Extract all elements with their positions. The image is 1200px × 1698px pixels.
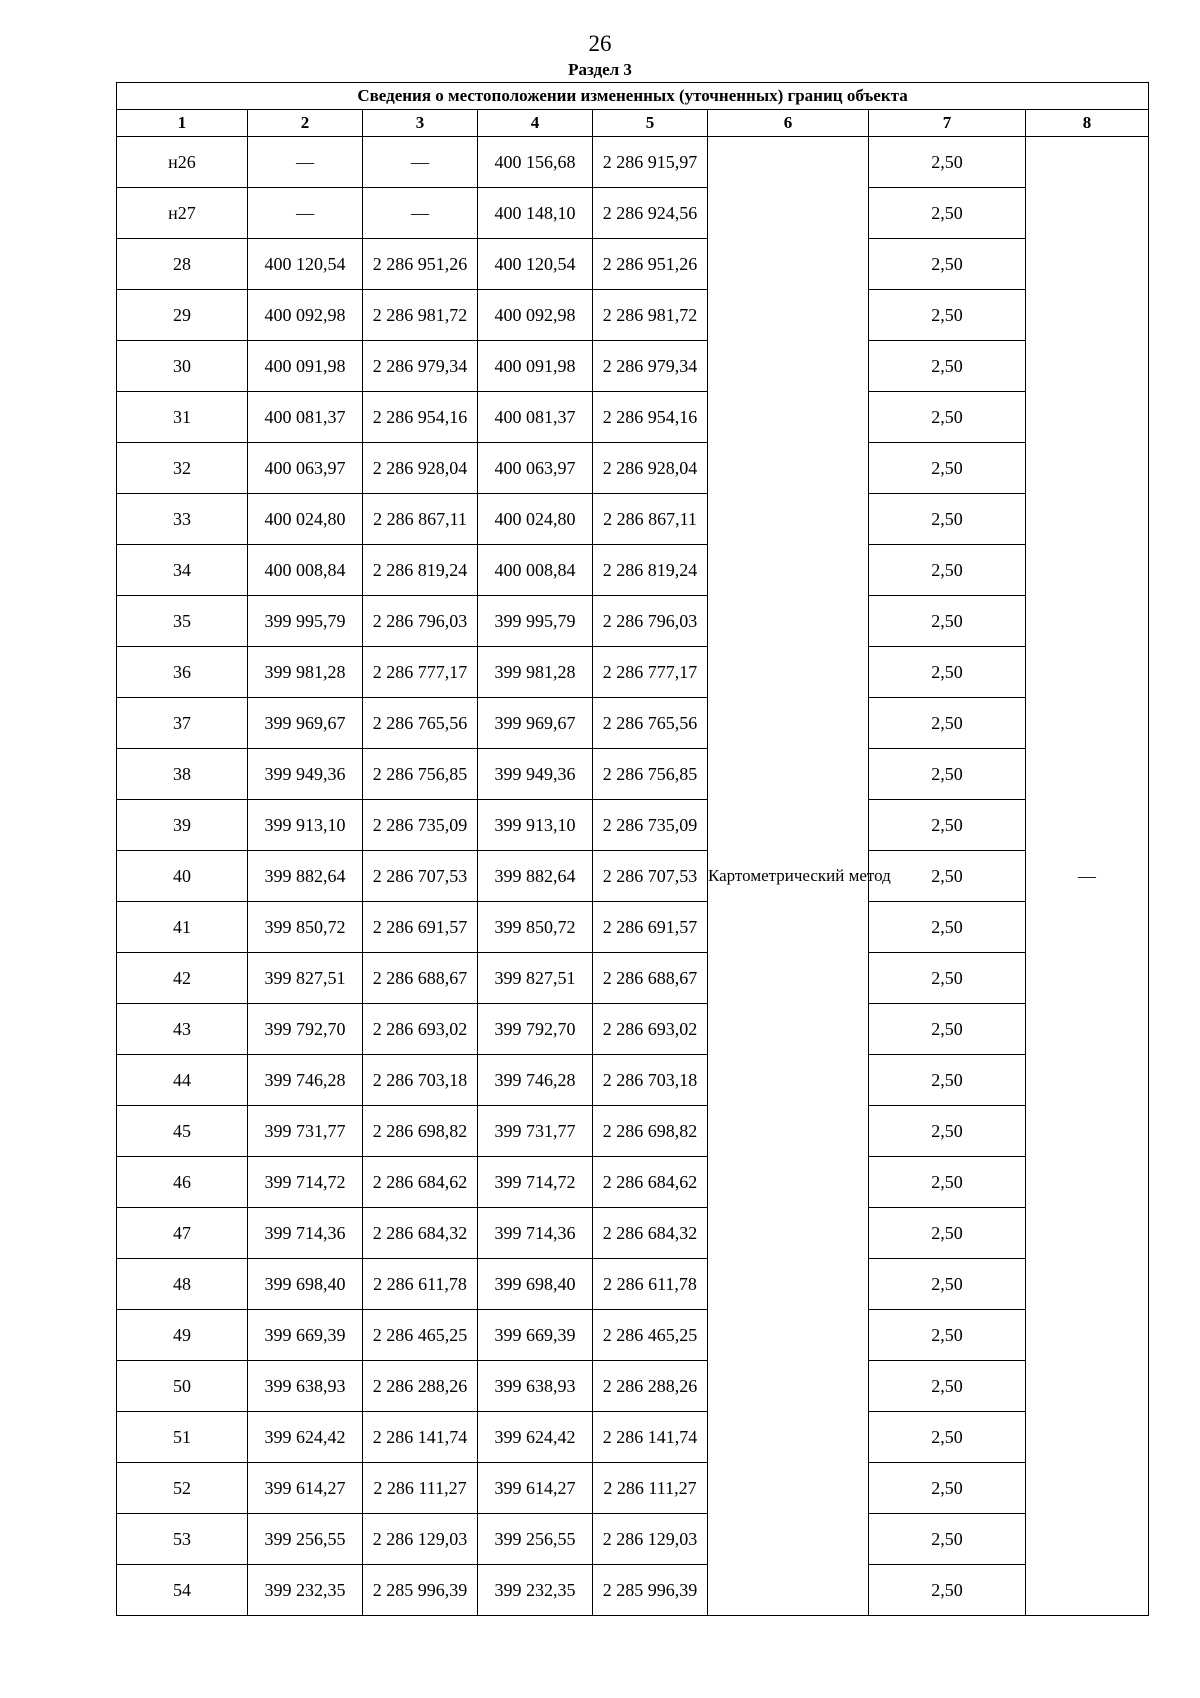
point-number-cell: 41: [117, 902, 248, 953]
x-old-cell: 400 092,98: [248, 290, 363, 341]
accuracy-cell: 2,50: [869, 1310, 1026, 1361]
y-new-cell: 2 286 703,18: [593, 1055, 708, 1106]
accuracy-cell: 2,50: [869, 545, 1026, 596]
accuracy-cell: 2,50: [869, 1463, 1026, 1514]
y-new-cell: 2 286 111,27: [593, 1463, 708, 1514]
point-number-cell: 38: [117, 749, 248, 800]
accuracy-cell: 2,50: [869, 1514, 1026, 1565]
y-old-cell: 2 286 765,56: [363, 698, 478, 749]
table-row: [117, 1412, 1149, 1463]
x-old-cell: 399 746,28: [248, 1055, 363, 1106]
point-number-cell: 51: [117, 1412, 248, 1463]
y-old-cell: 2 285 996,39: [363, 1565, 478, 1616]
x-old-cell: 399 624,42: [248, 1412, 363, 1463]
x-old-cell: 399 669,39: [248, 1310, 363, 1361]
accuracy-cell: 2,50: [869, 953, 1026, 1004]
x-new-cell: 400 081,37: [478, 392, 593, 443]
x-new-cell: 399 624,42: [478, 1412, 593, 1463]
y-new-cell: 2 286 915,97: [593, 137, 708, 188]
x-old-cell: 399 981,28: [248, 647, 363, 698]
x-old-cell: —: [248, 137, 363, 188]
x-new-cell: 399 995,79: [478, 596, 593, 647]
table-row: [117, 1565, 1149, 1616]
table-row: [117, 647, 1149, 698]
table-row: [117, 698, 1149, 749]
y-old-cell: 2 286 981,72: [363, 290, 478, 341]
y-new-cell: 2 286 954,16: [593, 392, 708, 443]
y-old-cell: 2 286 693,02: [363, 1004, 478, 1055]
table-row: [117, 1055, 1149, 1106]
accuracy-cell: 2,50: [869, 1412, 1026, 1463]
table-row: [117, 1004, 1149, 1055]
y-old-cell: 2 286 465,25: [363, 1310, 478, 1361]
point-number-cell: 33: [117, 494, 248, 545]
point-number-cell: 34: [117, 545, 248, 596]
column-header: 5: [593, 110, 708, 137]
table-row: [117, 749, 1149, 800]
y-new-cell: 2 286 765,56: [593, 698, 708, 749]
point-number-cell: н26: [117, 137, 248, 188]
table-row: [117, 392, 1149, 443]
accuracy-cell: 2,50: [869, 137, 1026, 188]
accuracy-cell: 2,50: [869, 1106, 1026, 1157]
y-new-cell: 2 286 928,04: [593, 443, 708, 494]
x-new-cell: 400 063,97: [478, 443, 593, 494]
table-row: [117, 188, 1149, 239]
table-body: [117, 137, 1149, 1616]
y-new-cell: 2 286 129,03: [593, 1514, 708, 1565]
column-header: 7: [869, 110, 1026, 137]
x-new-cell: 400 091,98: [478, 341, 593, 392]
y-old-cell: 2 286 684,62: [363, 1157, 478, 1208]
page-number: 26: [588, 31, 612, 56]
y-old-cell: 2 286 796,03: [363, 596, 478, 647]
point-number-cell: 35: [117, 596, 248, 647]
y-old-cell: 2 286 951,26: [363, 239, 478, 290]
x-new-cell: 399 714,72: [478, 1157, 593, 1208]
column-header: 8: [1026, 110, 1149, 137]
x-old-cell: 400 063,97: [248, 443, 363, 494]
table-row: [117, 1310, 1149, 1361]
accuracy-cell: 2,50: [869, 1055, 1026, 1106]
x-new-cell: 400 024,80: [478, 494, 593, 545]
table-row: [117, 545, 1149, 596]
x-old-cell: 399 850,72: [248, 902, 363, 953]
y-new-cell: 2 286 141,74: [593, 1412, 708, 1463]
y-new-cell: 2 286 684,32: [593, 1208, 708, 1259]
y-old-cell: 2 286 141,74: [363, 1412, 478, 1463]
point-number-cell: 31: [117, 392, 248, 443]
x-new-cell: 399 638,93: [478, 1361, 593, 1412]
accuracy-cell: 2,50: [869, 902, 1026, 953]
x-old-cell: 399 792,70: [248, 1004, 363, 1055]
table-title: Сведения о местоположении измененных (уточненных) границ объекта: [117, 83, 1149, 110]
y-old-cell: 2 286 111,27: [363, 1463, 478, 1514]
y-old-cell: 2 286 688,67: [363, 953, 478, 1004]
y-new-cell: 2 286 688,67: [593, 953, 708, 1004]
accuracy-cell: 2,50: [869, 596, 1026, 647]
y-old-cell: 2 286 129,03: [363, 1514, 478, 1565]
y-new-cell: 2 286 796,03: [593, 596, 708, 647]
accuracy-cell: 2,50: [869, 800, 1026, 851]
y-new-cell: 2 286 707,53: [593, 851, 708, 902]
x-new-cell: 400 092,98: [478, 290, 593, 341]
point-number-cell: 48: [117, 1259, 248, 1310]
point-number-cell: 42: [117, 953, 248, 1004]
y-old-cell: 2 286 684,32: [363, 1208, 478, 1259]
point-number-cell: 44: [117, 1055, 248, 1106]
y-old-cell: 2 286 703,18: [363, 1055, 478, 1106]
x-old-cell: 399 638,93: [248, 1361, 363, 1412]
x-new-cell: 399 949,36: [478, 749, 593, 800]
y-new-cell: 2 286 756,85: [593, 749, 708, 800]
x-old-cell: 400 024,80: [248, 494, 363, 545]
y-old-cell: —: [363, 188, 478, 239]
y-new-cell: 2 286 693,02: [593, 1004, 708, 1055]
accuracy-cell: 2,50: [869, 1004, 1026, 1055]
table-row: [117, 494, 1149, 545]
table-row: [117, 902, 1149, 953]
method-cell: Картометрический метод: [708, 137, 869, 1616]
x-old-cell: 400 008,84: [248, 545, 363, 596]
boundary-coordinates-table: [116, 82, 1149, 1616]
table-row: [117, 1106, 1149, 1157]
x-new-cell: 400 008,84: [478, 545, 593, 596]
table-row: [117, 239, 1149, 290]
y-old-cell: 2 286 867,11: [363, 494, 478, 545]
y-new-cell: 2 285 996,39: [593, 1565, 708, 1616]
x-old-cell: 399 882,64: [248, 851, 363, 902]
point-number-cell: 50: [117, 1361, 248, 1412]
table-row: [117, 137, 1149, 188]
accuracy-cell: 2,50: [869, 494, 1026, 545]
x-old-cell: 400 091,98: [248, 341, 363, 392]
x-new-cell: 399 746,28: [478, 1055, 593, 1106]
x-new-cell: 400 120,54: [478, 239, 593, 290]
point-number-cell: 36: [117, 647, 248, 698]
y-old-cell: —: [363, 137, 478, 188]
x-old-cell: 399 913,10: [248, 800, 363, 851]
accuracy-cell: 2,50: [869, 239, 1026, 290]
y-new-cell: 2 286 465,25: [593, 1310, 708, 1361]
y-old-cell: 2 286 777,17: [363, 647, 478, 698]
point-number-cell: 40: [117, 851, 248, 902]
x-new-cell: 399 913,10: [478, 800, 593, 851]
point-number-cell: 32: [117, 443, 248, 494]
point-number-cell: 30: [117, 341, 248, 392]
x-old-cell: 399 949,36: [248, 749, 363, 800]
accuracy-cell: 2,50: [869, 1259, 1026, 1310]
point-number-cell: 49: [117, 1310, 248, 1361]
x-old-cell: 399 995,79: [248, 596, 363, 647]
point-number-cell: 54: [117, 1565, 248, 1616]
y-new-cell: 2 286 777,17: [593, 647, 708, 698]
point-number-cell: н27: [117, 188, 248, 239]
column-header: 1: [117, 110, 248, 137]
x-old-cell: 399 731,77: [248, 1106, 363, 1157]
accuracy-cell: 2,50: [869, 647, 1026, 698]
point-number-cell: 29: [117, 290, 248, 341]
x-new-cell: 399 614,27: [478, 1463, 593, 1514]
y-new-cell: 2 286 924,56: [593, 188, 708, 239]
point-number-cell: 53: [117, 1514, 248, 1565]
accuracy-cell: 2,50: [869, 1157, 1026, 1208]
y-old-cell: 2 286 928,04: [363, 443, 478, 494]
y-new-cell: 2 286 867,11: [593, 494, 708, 545]
table-row: [117, 1157, 1149, 1208]
y-new-cell: 2 286 979,34: [593, 341, 708, 392]
x-new-cell: 400 156,68: [478, 137, 593, 188]
x-new-cell: 399 669,39: [478, 1310, 593, 1361]
accuracy-cell: 2,50: [869, 749, 1026, 800]
point-number-cell: 43: [117, 1004, 248, 1055]
notes-cell: —: [1026, 137, 1149, 1616]
x-old-cell: 399 714,72: [248, 1157, 363, 1208]
column-header: 6: [708, 110, 869, 137]
table-row: [117, 1463, 1149, 1514]
point-number-cell: 52: [117, 1463, 248, 1514]
table-row: [117, 851, 1149, 902]
x-new-cell: 399 969,67: [478, 698, 593, 749]
column-header: 3: [363, 110, 478, 137]
point-number-cell: 28: [117, 239, 248, 290]
x-new-cell: 399 256,55: [478, 1514, 593, 1565]
table-row: [117, 596, 1149, 647]
point-number-cell: 46: [117, 1157, 248, 1208]
y-old-cell: 2 286 819,24: [363, 545, 478, 596]
accuracy-cell: 2,50: [869, 443, 1026, 494]
table-row: [117, 1514, 1149, 1565]
x-new-cell: 399 792,70: [478, 1004, 593, 1055]
y-new-cell: 2 286 981,72: [593, 290, 708, 341]
y-old-cell: 2 286 691,57: [363, 902, 478, 953]
column-header: 2: [248, 110, 363, 137]
x-old-cell: 399 969,67: [248, 698, 363, 749]
x-old-cell: —: [248, 188, 363, 239]
y-old-cell: 2 286 698,82: [363, 1106, 478, 1157]
table-row: [117, 1259, 1149, 1310]
accuracy-cell: 2,50: [869, 290, 1026, 341]
accuracy-cell: 2,50: [869, 1208, 1026, 1259]
accuracy-cell: 2,50: [869, 851, 1026, 902]
x-new-cell: 399 882,64: [478, 851, 593, 902]
section-title: Раздел 3: [568, 60, 632, 79]
x-new-cell: 399 981,28: [478, 647, 593, 698]
column-header: 4: [478, 110, 593, 137]
x-new-cell: 399 827,51: [478, 953, 593, 1004]
x-new-cell: 399 714,36: [478, 1208, 593, 1259]
point-number-cell: 39: [117, 800, 248, 851]
x-new-cell: 399 731,77: [478, 1106, 593, 1157]
accuracy-cell: 2,50: [869, 1565, 1026, 1616]
accuracy-cell: 2,50: [869, 188, 1026, 239]
y-new-cell: 2 286 819,24: [593, 545, 708, 596]
y-old-cell: 2 286 756,85: [363, 749, 478, 800]
y-new-cell: 2 286 611,78: [593, 1259, 708, 1310]
x-old-cell: 399 714,36: [248, 1208, 363, 1259]
y-old-cell: 2 286 707,53: [363, 851, 478, 902]
x-old-cell: 400 081,37: [248, 392, 363, 443]
y-new-cell: 2 286 735,09: [593, 800, 708, 851]
x-old-cell: 399 698,40: [248, 1259, 363, 1310]
x-new-cell: 399 698,40: [478, 1259, 593, 1310]
table-row: [117, 953, 1149, 1004]
y-new-cell: 2 286 698,82: [593, 1106, 708, 1157]
x-new-cell: 400 148,10: [478, 188, 593, 239]
x-new-cell: 399 232,35: [478, 1565, 593, 1616]
y-new-cell: 2 286 288,26: [593, 1361, 708, 1412]
y-new-cell: 2 286 691,57: [593, 902, 708, 953]
point-number-cell: 37: [117, 698, 248, 749]
y-old-cell: 2 286 954,16: [363, 392, 478, 443]
table-row: [117, 290, 1149, 341]
y-old-cell: 2 286 735,09: [363, 800, 478, 851]
point-number-cell: 45: [117, 1106, 248, 1157]
accuracy-cell: 2,50: [869, 698, 1026, 749]
column-header-row: [117, 110, 1149, 137]
x-old-cell: 399 614,27: [248, 1463, 363, 1514]
y-old-cell: 2 286 611,78: [363, 1259, 478, 1310]
x-old-cell: 399 232,35: [248, 1565, 363, 1616]
table-row: [117, 1208, 1149, 1259]
x-old-cell: 399 827,51: [248, 953, 363, 1004]
y-old-cell: 2 286 979,34: [363, 341, 478, 392]
y-new-cell: 2 286 684,62: [593, 1157, 708, 1208]
table-row: [117, 443, 1149, 494]
accuracy-cell: 2,50: [869, 1361, 1026, 1412]
table-row: [117, 1361, 1149, 1412]
x-old-cell: 400 120,54: [248, 239, 363, 290]
table-row: [117, 800, 1149, 851]
y-new-cell: 2 286 951,26: [593, 239, 708, 290]
accuracy-cell: 2,50: [869, 392, 1026, 443]
point-number-cell: 47: [117, 1208, 248, 1259]
table-row: [117, 341, 1149, 392]
x-new-cell: 399 850,72: [478, 902, 593, 953]
accuracy-cell: 2,50: [869, 341, 1026, 392]
x-old-cell: 399 256,55: [248, 1514, 363, 1565]
y-old-cell: 2 286 288,26: [363, 1361, 478, 1412]
